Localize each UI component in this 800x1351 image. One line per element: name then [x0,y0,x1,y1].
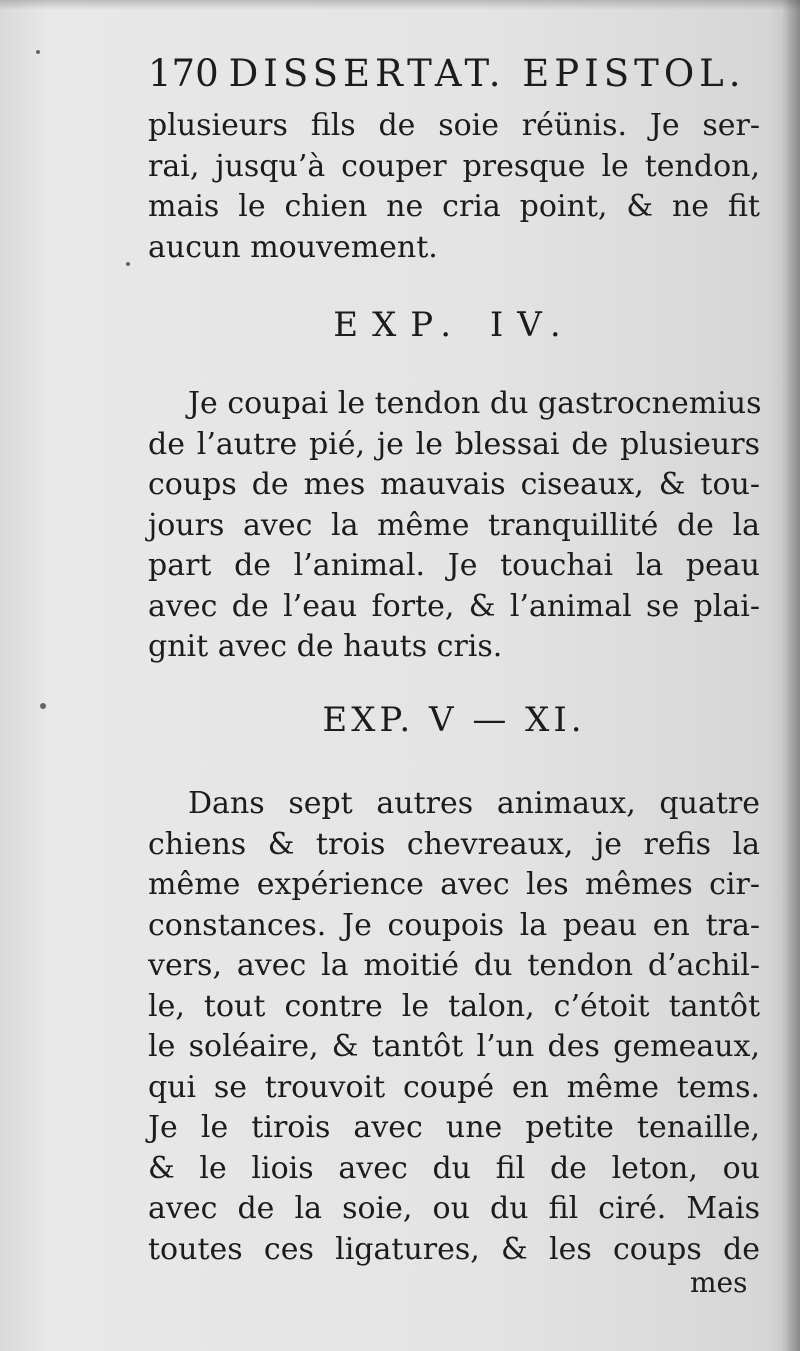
text-line: Je le tirois avec une petite tenaille, [148,1110,760,1145]
paragraph-exp-v-xi [148,784,760,1270]
text-line: rai, jusqu’à couper presque le tendon, [148,148,760,184]
paper-speck [40,703,46,709]
text-line: même expérience avec les mêmes cir- [148,867,760,902]
paper-speck [126,262,130,266]
text-line: Dans sept autres animaux, quatre [188,786,760,821]
paragraph-exp-iv [148,384,760,668]
catchword: mes [690,1266,748,1299]
text-line: mais le chien ne cria point, & ne fit [148,189,760,224]
text-line: toutes ces ligatures, & les coups de [148,1231,760,1267]
running-head [148,52,768,95]
text-line: jours avec la même tranquillité de la [148,507,760,543]
page-top-shadow [0,0,800,10]
text-line: Je coupai le tendon du gastrocnemius [188,386,762,421]
experiment-heading-iv: EXP. IV. [333,305,575,345]
text-line: avec de l’eau forte, & l’animal se plai- [148,588,760,624]
paper-speck [36,50,40,54]
paragraph-continued [148,106,760,268]
text-line: constances. Je coupois la peau en tra- [148,907,760,943]
text-line: part de l’animal. Je touchai la peau [148,548,760,583]
text-line: de l’autre pié, je le blessai de plusieurs [148,426,760,462]
text-line: le soléaire, & tantôt l’un des gemeaux, [148,1029,760,1064]
page-number: 170 [148,52,219,95]
text-line: avec de la soie, ou du fil ciré. Mais [148,1191,760,1226]
experiment-heading-v-xi: EXP. V — XI. [322,700,586,740]
text-line: plusieurs fils de soie réünis. Je ser- [148,108,760,143]
text-line: vers, avec la moitié du tendon d’achil- [148,948,760,983]
text-line: aucun mouvement. [148,229,438,265]
text-line: le, tout contre le talon, c’étoit tantôt [148,988,760,1024]
text-line: & le liois avec du fil de leton, ou [148,1150,760,1186]
text-line: qui se trouvoit coupé en même tems. [148,1069,760,1105]
text-line: chiens & trois chevreaux, je refis la [148,826,760,862]
running-title: DISSERTAT. EPISTOL. [228,52,746,95]
page-gutter-shadow [782,0,800,1351]
text-line: gnit avec de hauts cris. [148,629,503,664]
text-line: coups de mes mauvais ciseaux, & tou- [148,467,760,502]
